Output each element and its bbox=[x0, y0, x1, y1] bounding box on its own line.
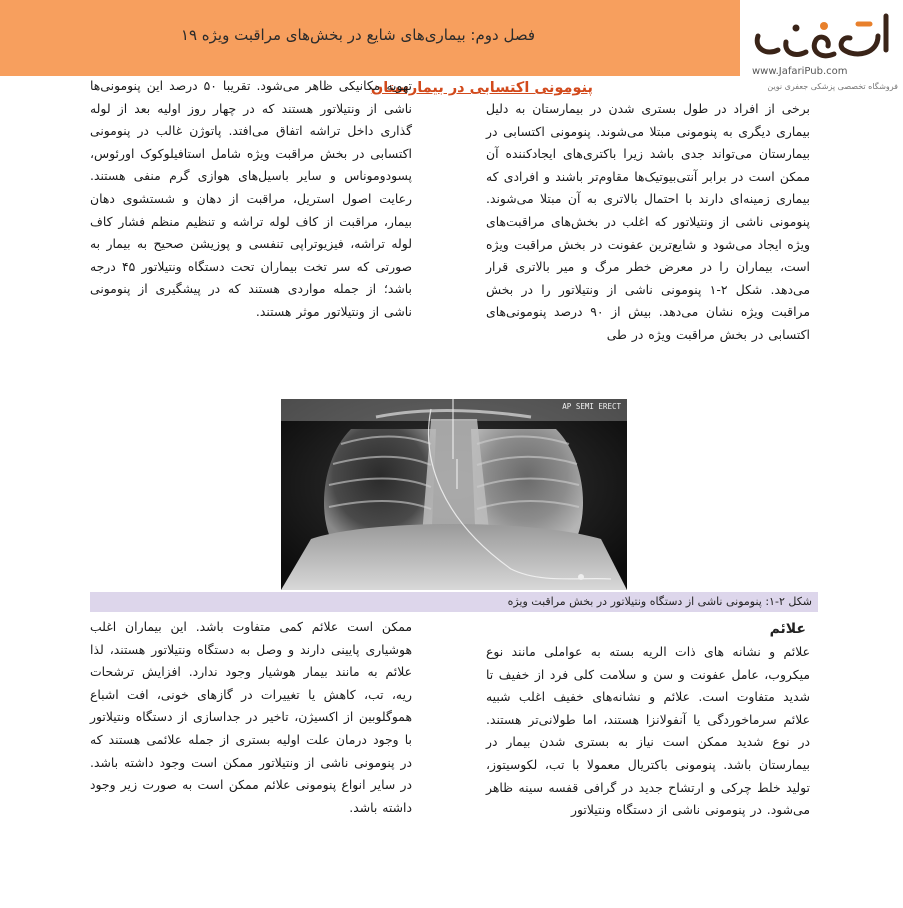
figure-caption: شکل ۲-۱: پنومونی ناشی از دستگاه ونتیلاتور در بخش مراقبت ویژه bbox=[507, 595, 812, 608]
right-column-bottom bbox=[486, 641, 810, 822]
xray-label: AP SEMI ERECT bbox=[562, 402, 621, 411]
paragraph: برخی از افراد در طول بستری شدن در بیمارستان به دلیل بیماری دیگری به پنومونی مبتلا می‌شوند. پنومونی اکتسابی در بیمارستان می‌تواند جدی باشد زیرا باکتری‌های ایجادکننده آن ممکن است در برابر آنتی‌بیوتیک‌ها مقاوم‌تر باشند و افرادی که بیماری زمینه‌ای دارند با احتمال بالاتری به آن مبتلا می‌شوند. پنومونی ناشی از ونتیلاتور که اغلب در بخش‌های مراقبت‌های ویژه ایجاد می‌شود و شایع‌ترین عفونت در بخش مراقبت ویژه است، بیماران را در معرض خطر مرگ و میر بالاتری قرار می‌دهد. شکل ۲-۱ پنومونی ناشی از ونتیلاتور را در بخش مراقبت ویژه نشان می‌دهد. بیش از ۹۰ درصد پنومونی‌های اکتسابی در بخش مراقبت ویژه در طی bbox=[486, 101, 810, 342]
running-header-title: فصل دوم: بیماری‌های شایع در بخش‌های مراقبت ویژه ۱۹ bbox=[180, 26, 535, 44]
logo-store-name: فروشگاه تخصصی پزشکی جعفری نوین bbox=[767, 82, 898, 91]
page-header bbox=[0, 0, 903, 76]
right-column-top bbox=[486, 98, 810, 347]
paragraph: علائم و نشانه های ذات الریه بسته به عواملی مانند نوع میکروب، عامل عفونت و سن و سلامت کلی فرد از خفیف تا شدید متفاوت است. علائم و نشانه‌های خفیف اغلب شبیه علائم سرماخوردگی یا آنفولانزا هستند، اما طولانی‌تر هستند. در نوع شدید ممکن است نیاز به بستری شدن بیمار در بیمارستان باشد. پنومونی باکتریال معمولا با تب، لکوسیتوز، تولید خلط چرکی و ارتشاح جدید در گرافی قفسه سینه ظاهر می‌شود. در پنومونی ناشی از دستگاه ونتیلاتور bbox=[486, 644, 810, 818]
paragraph: ممکن است علائم کمی متفاوت باشد. این بیماران اغلب هوشیاری پایینی دارند و وصل به دستگاه ونتیلاتور هستند، لذا علائم به مانند بیمار هوشیار وجود ندارد. افزایش ترشحات ریه، تب، کاهش یا تغییرات در گازهای خونی، افت اشباع هموگلوبین از اکسیژن، تاخیر در جداسازی از دستگاه ونتیلاتور با وجود درمان علت اولیه بستری از جمله علائمی هستند که در پنومونی ناشی از ونتیلاتور ممکن است وجود داشته باشد. در سایر انواع پنومونی علائم ممکن است به صورت زیر وجود داشته باشد. bbox=[90, 619, 412, 815]
logo-url: www.JafariPub.com bbox=[752, 66, 848, 77]
chest-xray-figure bbox=[281, 399, 627, 590]
paragraph: تهویه مکانیکی ظاهر می‌شود. تقریبا ۵۰ درصد این پنومونی‌ها ناشی از ونتیلاتور هستند که در چهار روز اولیه بعد از لوله گذاری داخل تراشه اتفاق می‌افتد. پاتوژن غالب در پنومونی اکتسابی در بخش مراقبت ویژه شامل استافیلوکوک اورئوس، پسودوموناس و سایر باسیل‌های هوازی گرم منفی هستند. رعایت اصول استریل، مراقبت از دهان و شستشوی دهان بیمار، مراقبت از کاف لوله تراشه و تنظیم منظم فشار کاف لوله تراشه، فیزیوتراپی تنفسی و پوزیشن صحیح به بیمار به صورتی که سر تخت بیماران تحت دستگاه ونتیلاتور ۴۵ درجه باشد؛ از جمله مواردی هستند که در پیشگیری از پنومونی ناشی از ونتیلاتور موثر هستند. bbox=[90, 78, 412, 319]
publisher-logo bbox=[746, 6, 896, 72]
section-heading-hospital-pneumonia: پنومونی اکتسابی در بیمارستان bbox=[370, 80, 593, 96]
figure-caption-band bbox=[90, 592, 818, 612]
left-column-top bbox=[90, 75, 412, 324]
left-column-bottom bbox=[90, 616, 412, 819]
section-heading-symptoms: علائم bbox=[769, 621, 806, 637]
